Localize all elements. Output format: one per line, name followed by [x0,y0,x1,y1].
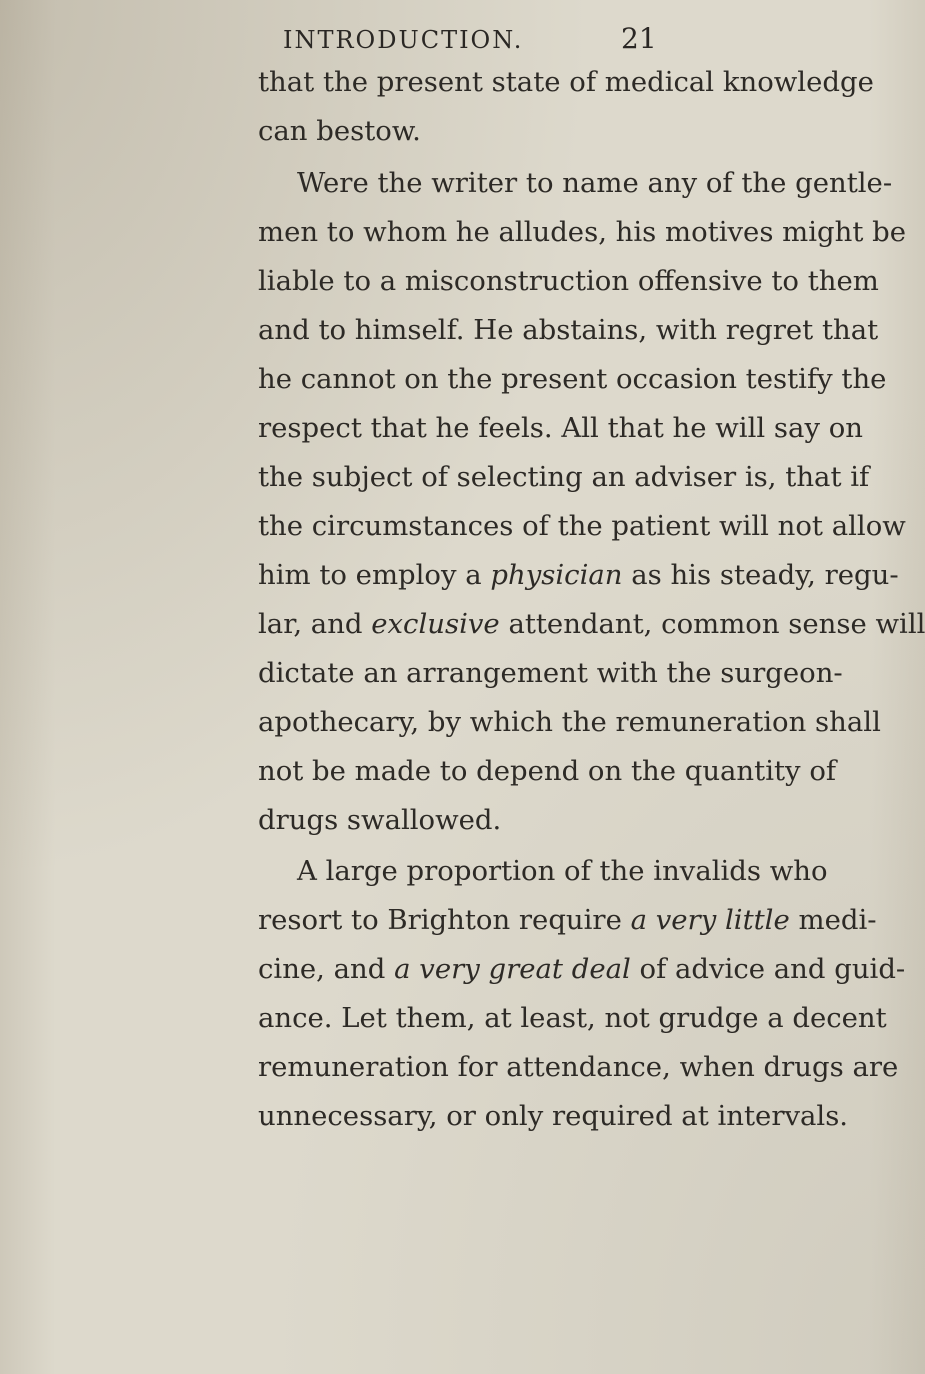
text-line: the subject of selecting an adviser is, that if [258,461,870,493]
text-line: ance. Let them, at least, not grudge a decent [258,1002,887,1034]
italic-phrase: a very great deal [394,953,631,985]
text-line: apothecary, by which the remuneration shall [258,706,881,738]
text-line: cine, and a very great deal of advice and guid- [258,953,906,985]
text-line: that the present state of medical knowledge [258,66,874,98]
text-line: drugs swallowed. [258,804,502,836]
text-line: not be made to depend on the quantity of [258,755,837,787]
text-line: dictate an arrangement with the surgeon- [258,657,843,689]
text-line: A large proportion of the invalids who [297,855,828,887]
text-line: resort to Brighton require a very little medi- [258,904,877,936]
text-line: Were the writer to name any of the gentle- [297,167,893,199]
text-line: respect that he feels. All that he will say on [258,412,863,444]
text-line: he cannot on the present occasion testify the [258,363,887,395]
italic-word: exclusive [371,608,500,640]
text-line: remuneration for attendance, when drugs are [258,1051,899,1083]
page-header [0,20,800,60]
text-line: lar, and exclusive attendant, common sense will [258,608,925,640]
page-number: 21 [621,22,657,55]
text-line: men to whom he alludes, his motives might be [258,216,907,248]
text-line: unnecessary, or only required at intervals. [258,1100,849,1132]
running-head: INTRODUCTION. [283,26,524,54]
text-line: the circumstances of the patient will not allow [258,510,906,542]
italic-phrase: a very little [630,904,790,936]
italic-word: physician [490,559,623,591]
text-line: can bestow. [258,115,421,147]
text-line: liable to a misconstruction offensive to them [258,265,879,297]
text-line: and to himself. He abstains, with regret that [258,314,879,346]
text-line: him to employ a physician as his steady, regu- [258,559,899,591]
